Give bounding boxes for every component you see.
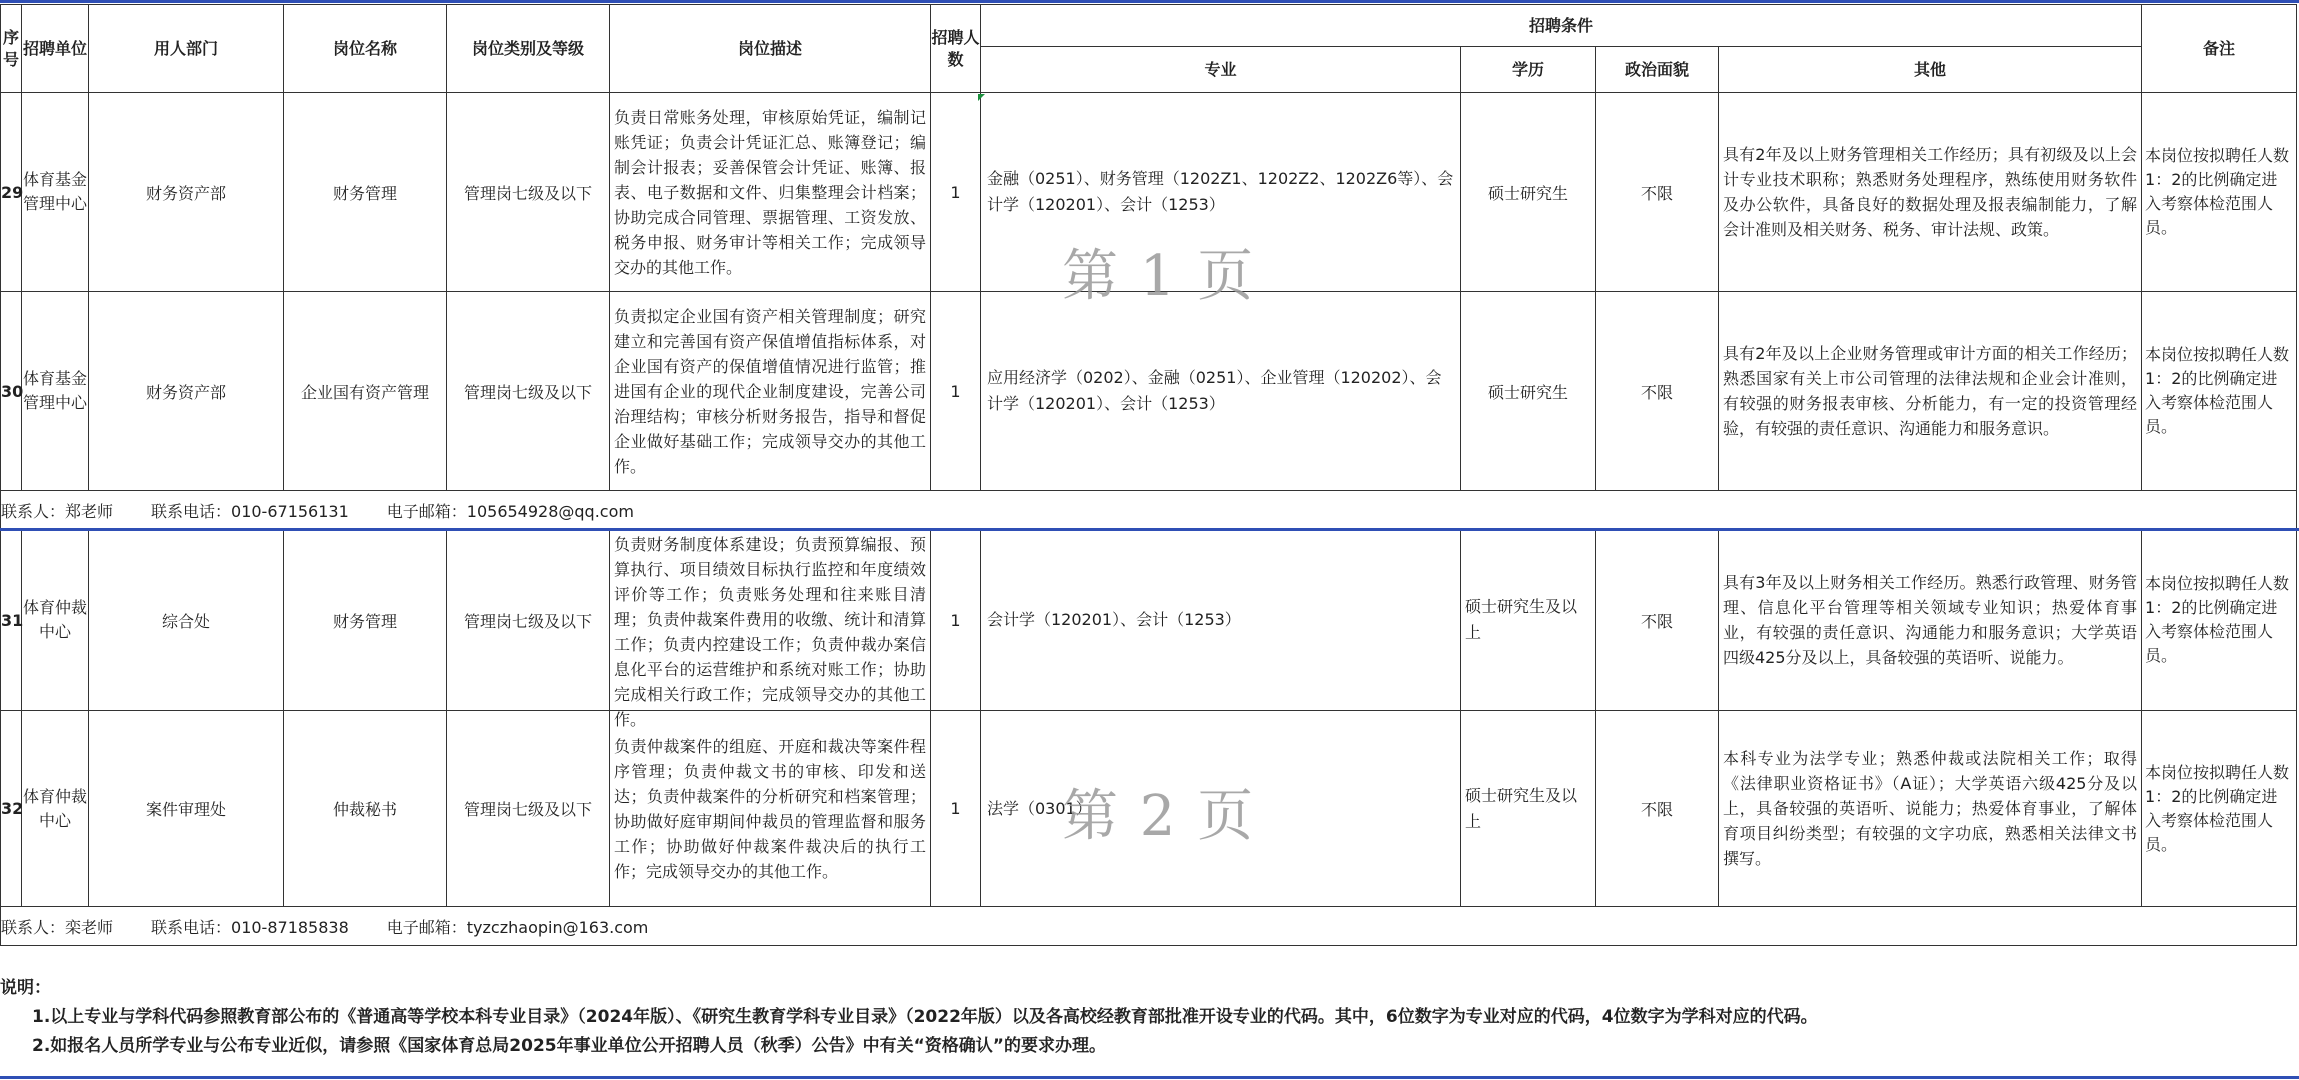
- cell-major[interactable]: 法学（0301）: [981, 711, 1461, 907]
- header-conditions: 招聘条件: [981, 5, 2142, 47]
- cell-dept[interactable]: 案件审理处: [89, 711, 284, 907]
- cell-major[interactable]: 金融（0251）、财务管理（1202Z1、1202Z2、1202Z6等）、会计学（120201）、会计（1253）: [981, 93, 1461, 292]
- header-education: 学历: [1461, 47, 1596, 93]
- contact-email: 电子邮箱：105654928@qq.com: [386, 501, 634, 521]
- contact-phone: 联系电话：010-87185838: [151, 917, 349, 937]
- page-top-border: [0, 0, 2299, 3]
- cell-description[interactable]: 负责仲裁案件的组庭、开庭和裁决等案件程序管理；负责仲裁文书的审核、印发和送达；负责仲裁案件的分析研究和档案管理；协助做好庭审期间仲裁员的管理监督和服务工作；协助做好仲裁案件裁决后的执行工作；完成领导交办的其他工作。: [610, 711, 931, 907]
- header-dept: 用人部门: [89, 5, 284, 93]
- header-seq: 序号: [1, 5, 22, 93]
- cell-politics[interactable]: 不限: [1596, 292, 1719, 491]
- header-politics: 政治面貌: [1596, 47, 1719, 93]
- description-text: 负责财务制度体系建设；负责预算编报、预算执行、项目绩效目标执行监控和年度绩效评价等工作；负责账务处理和往来账目清理；负责仲裁案件费用的收缴、统计和清算工作；负责内控建设工作；负责仲裁办案信息化平台的运营维护和系统对账工作；协助完成相关行政工作；完成领导交办的其他工作。: [614, 535, 926, 729]
- explanation-item: 2.如报名人员所学专业与公布专业近似，请参照《国家体育总局2025年事业单位公开招聘人员（秋季）公告》中有关“资格确认”的要求办理。: [32, 1036, 1106, 1056]
- cell-category[interactable]: 管理岗七级及以下: [447, 530, 610, 711]
- header-remark: 备注: [2142, 5, 2297, 93]
- cell-category[interactable]: 管理岗七级及以下: [447, 292, 610, 491]
- cell-seq[interactable]: 31: [1, 530, 22, 711]
- cell-major[interactable]: 会计学（120201）、会计（1253）: [981, 530, 1461, 711]
- header-description: 岗位描述: [610, 5, 931, 93]
- cell-education[interactable]: 硕士研究生及以上: [1461, 530, 1596, 711]
- cell-other[interactable]: 具有3年及以上财务相关工作经历。熟悉行政管理、财务管理、信息化平台管理等相关领域专业知识；热爱体育事业，有较强的责任意识、沟通能力和服务意识；大学英语四级425分及以上，具备较强的英语听、说能力。: [1719, 530, 2142, 711]
- cell-count[interactable]: 1: [931, 530, 981, 711]
- cell-remark[interactable]: 本岗位按拟聘任人数1：2的比例确定进入考察体检范围人员。: [2142, 292, 2297, 491]
- cell-unit[interactable]: 体育基金管理中心: [22, 93, 89, 292]
- cell-remark[interactable]: 本岗位按拟聘任人数1：2的比例确定进入考察体检范围人员。: [2142, 711, 2297, 907]
- contact-person: 联系人：郑老师: [1, 501, 114, 521]
- contact-phone: 联系电话：010-67156131: [151, 501, 349, 521]
- cell-count[interactable]: 1: [931, 711, 981, 907]
- cell-comment-marker: [978, 94, 985, 101]
- page-watermark-1: 第 1 页: [1062, 244, 1256, 309]
- cell-description[interactable]: 负责拟定企业国有资产相关管理制度；研究建立和完善国有资产保值增值指标体系，对企业国有资产的保值增值情况进行监管；推进国有企业的现代企业制度建设，完善公司治理结构；审核分析财务报告，指导和督促企业做好基础工作；完成领导交办的其他工作。: [610, 292, 931, 491]
- contact-cell[interactable]: [1, 907, 2297, 946]
- cell-seq[interactable]: 30: [1, 292, 22, 491]
- cell-category[interactable]: 管理岗七级及以下: [447, 93, 610, 292]
- cell-category[interactable]: 管理岗七级及以下: [447, 711, 610, 907]
- cell-other[interactable]: 具有2年及以上财务管理相关工作经历；具有初级及以上会计专业技术职称；熟悉财务处理程序，熟练使用财务软件及办公软件，具备良好的数据处理及报表编制能力，了解会计准则及相关财务、税务、审计法规、政策。: [1719, 93, 2142, 292]
- page-break-line: [0, 528, 2299, 531]
- header-other: 其他: [1719, 47, 2142, 93]
- explanation-item: 1.以上专业与学科代码参照教育部公布的《普通高等学校本科专业目录》（2024年版）、《研究生教育学科专业目录》（2022年版）以及各高校经教育部批准开设专业的代码。其中，6位数字为专业对应的代码，4位数字为学科对应的代码。: [32, 1007, 1818, 1027]
- page-watermark-2: 第 2 页: [1062, 784, 1256, 849]
- cell-position[interactable]: 企业国有资产管理: [284, 292, 447, 491]
- header-count: 招聘人数: [931, 5, 981, 93]
- header-category: 岗位类别及等级: [447, 5, 610, 93]
- cell-politics[interactable]: 不限: [1596, 711, 1719, 907]
- cell-politics[interactable]: 不限: [1596, 93, 1719, 292]
- explanation-block: [0, 974, 2290, 1061]
- cell-education[interactable]: 硕士研究生: [1461, 93, 1596, 292]
- cell-remark[interactable]: 本岗位按拟聘任人数1：2的比例确定进入考察体检范围人员。: [2142, 530, 2297, 711]
- cell-other[interactable]: 本科专业为法学专业；熟悉仲裁或法院相关工作；取得《法律职业资格证书》（A证）；大学英语六级425分及以上，具备较强的英语听、说能力；热爱体育事业，了解体育项目纠纷类型；有较强的文字功底，熟悉相关法律文书撰写。: [1719, 711, 2142, 907]
- contact-row: [1, 491, 2297, 530]
- cell-dept[interactable]: 财务资产部: [89, 93, 284, 292]
- cell-count[interactable]: 1: [931, 93, 981, 292]
- page-bottom-border: [0, 1076, 2299, 1079]
- contact-row: [1, 907, 2297, 946]
- cell-unit[interactable]: 体育基金管理中心: [22, 292, 89, 491]
- table-row: [1, 711, 2297, 907]
- cell-count[interactable]: 1: [931, 292, 981, 491]
- cell-education[interactable]: 硕士研究生: [1461, 292, 1596, 491]
- header-unit: 招聘单位: [22, 5, 89, 93]
- cell-description[interactable]: [610, 530, 931, 729]
- cell-seq[interactable]: 32: [1, 711, 22, 907]
- cell-description[interactable]: 负责日常账务处理，审核原始凭证，编制记账凭证；负责会计凭证汇总、账簿登记；编制会计报表；妥善保管会计凭证、账簿、报表、电子数据和文件、归集整理会计档案；协助完成合同管理、票据管理、工资发放、税务申报、财务审计等相关工作；完成领导交办的其他工作。: [610, 93, 931, 292]
- contact-email: 电子邮箱：tyzczhaopin@163.com: [386, 917, 649, 937]
- cell-remark[interactable]: 本岗位按拟聘任人数1：2的比例确定进入考察体检范围人员。: [2142, 93, 2297, 292]
- contact-person: 联系人：栾老师: [1, 917, 114, 937]
- explanation-title: 说明：: [0, 978, 51, 998]
- cell-dept[interactable]: 财务资产部: [89, 292, 284, 491]
- contact-cell[interactable]: [1, 491, 2297, 530]
- cell-other[interactable]: 具有2年及以上企业财务管理或审计方面的相关工作经历；熟悉国家有关上市公司管理的法律法规和企业会计准则，有较强的财务报表审核、分析能力，有一定的投资管理经验，有较强的责任意识、沟通能力和服务意识。: [1719, 292, 2142, 491]
- header-position: 岗位名称: [284, 5, 447, 93]
- cell-major[interactable]: 应用经济学（0202）、金融（0251）、企业管理（120202）、会计学（120201）、会计（1253）: [981, 292, 1461, 491]
- table-row: [1, 530, 2297, 711]
- recruitment-table: [0, 4, 2297, 946]
- table-row: [1, 292, 2297, 491]
- cell-position[interactable]: 财务管理: [284, 530, 447, 711]
- cell-unit[interactable]: 体育仲裁中心: [22, 530, 89, 711]
- cell-position[interactable]: 财务管理: [284, 93, 447, 292]
- header-major: 专业: [981, 47, 1461, 93]
- cell-seq[interactable]: 29: [1, 93, 22, 292]
- cell-position[interactable]: 仲裁秘书: [284, 711, 447, 907]
- cell-education[interactable]: 硕士研究生及以上: [1461, 711, 1596, 907]
- cell-unit[interactable]: 体育仲裁中心: [22, 711, 89, 907]
- cell-politics[interactable]: 不限: [1596, 530, 1719, 711]
- cell-dept[interactable]: 综合处: [89, 530, 284, 711]
- table-row: [1, 93, 2297, 292]
